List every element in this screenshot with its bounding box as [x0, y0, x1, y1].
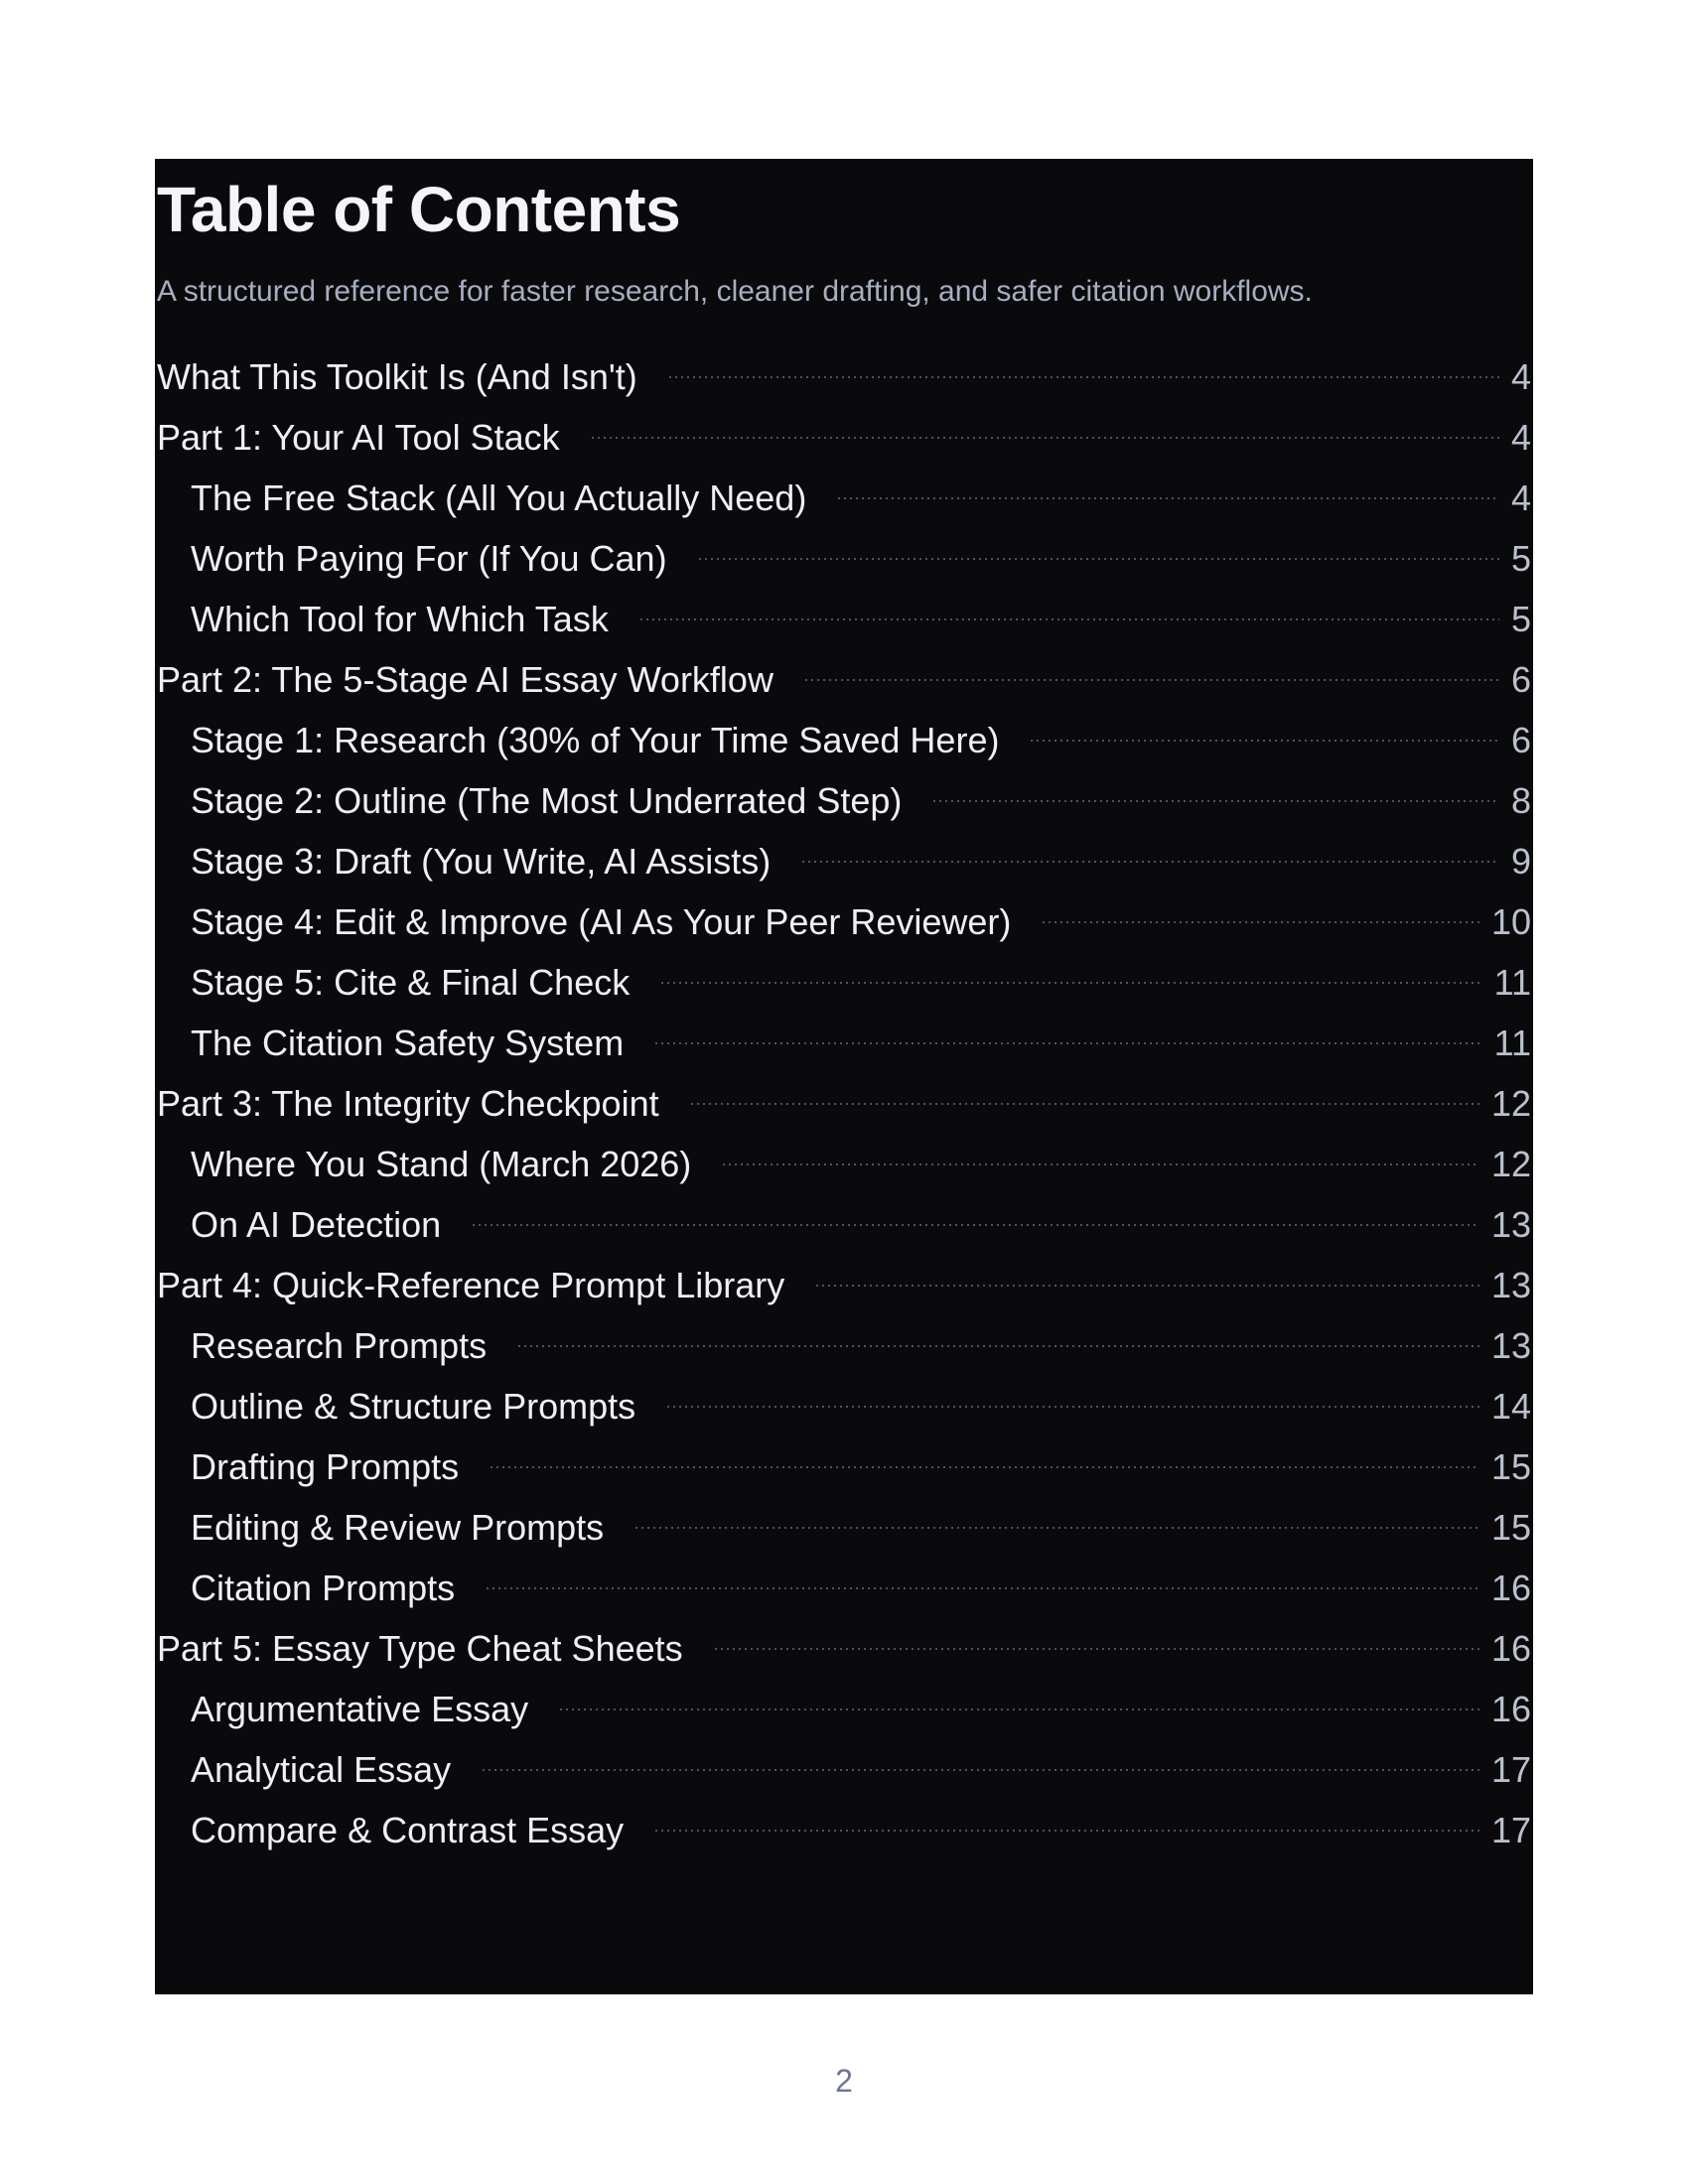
dotted-leader	[838, 497, 1499, 499]
toc-entry-label: Stage 5: Cite & Final Check	[191, 962, 631, 1003]
toc-entry[interactable]	[157, 1569, 1531, 1608]
toc-entry-page-number: 16	[1490, 1568, 1531, 1608]
toc-entry[interactable]	[157, 478, 1531, 518]
page-subtitle: A structured reference for faster research, cleaner drafting, and safer citation workflows.	[157, 275, 1313, 308]
toc-entry-page-number: 12	[1490, 1144, 1531, 1184]
toc-entry-label: The Free Stack (All You Actually Need)	[191, 478, 807, 518]
toc-entry-page-number: 5	[1510, 599, 1531, 639]
toc-entry-page-number: 16	[1490, 1628, 1531, 1669]
dotted-leader	[518, 1345, 1479, 1347]
dotted-leader	[491, 1466, 1479, 1468]
toc-entry-page-number: 13	[1490, 1204, 1531, 1245]
dotted-leader	[802, 861, 1499, 863]
toc-entry[interactable]	[157, 781, 1531, 821]
toc-entry-page-number: 4	[1510, 417, 1531, 458]
toc-entry-label: Which Tool for Which Task	[191, 599, 609, 639]
toc-entry-page-number: 15	[1490, 1507, 1531, 1548]
toc-entry-label: Stage 2: Outline (The Most Underrated Step)	[191, 780, 903, 821]
dotted-leader	[691, 1103, 1479, 1105]
toc-entry-label: Stage 3: Draft (You Write, AI Assists)	[191, 841, 772, 882]
toc-entry-page-number: 16	[1490, 1689, 1531, 1729]
toc-entry-page-number: 11	[1493, 1023, 1531, 1063]
toc-entry-page-number: 14	[1490, 1386, 1531, 1427]
toc-entry[interactable]	[157, 1690, 1531, 1729]
toc-entry-label: Citation Prompts	[191, 1568, 456, 1608]
toc-entry-page-number: 15	[1490, 1446, 1531, 1487]
toc-entry-label: Part 4: Quick-Reference Prompt Library	[157, 1265, 785, 1305]
dotted-leader	[483, 1769, 1479, 1771]
dotted-leader	[640, 618, 1499, 620]
toc-entry[interactable]	[157, 902, 1531, 942]
toc-entry[interactable]	[157, 1508, 1531, 1548]
toc-entry-page-number: 17	[1490, 1749, 1531, 1790]
toc-entry-page-number: 13	[1490, 1325, 1531, 1366]
toc-entry-label: Drafting Prompts	[191, 1446, 460, 1487]
toc-entry-label: What This Toolkit Is (And Isn't)	[157, 356, 637, 397]
toc-entry-label: Where You Stand (March 2026)	[191, 1144, 692, 1184]
toc-entry-page-number: 10	[1490, 901, 1531, 942]
toc-entry-label: Part 5: Essay Type Cheat Sheets	[157, 1628, 683, 1669]
dotted-leader	[473, 1224, 1479, 1226]
toc-entry-page-number: 12	[1490, 1083, 1531, 1124]
toc-entry[interactable]	[157, 1084, 1531, 1124]
dotted-leader	[592, 437, 1499, 439]
toc-entry[interactable]	[157, 660, 1531, 700]
toc-list	[157, 357, 1531, 1850]
dotted-leader	[723, 1163, 1479, 1165]
toc-entry[interactable]	[157, 357, 1531, 397]
dotted-leader	[699, 558, 1499, 560]
toc-entry-page-number: 8	[1510, 780, 1531, 821]
toc-entry-page-number: 4	[1510, 478, 1531, 518]
dotted-leader	[661, 982, 1481, 984]
toc-entry-label: Argumentative Essay	[191, 1689, 529, 1729]
toc-entry-label: Part 3: The Integrity Checkpoint	[157, 1083, 659, 1124]
dotted-leader	[1043, 921, 1479, 923]
toc-entry-label: Part 2: The 5-Stage AI Essay Workflow	[157, 659, 774, 700]
toc-entry-page-number: 17	[1490, 1810, 1531, 1850]
toc-entry-page-number: 11	[1493, 962, 1531, 1003]
toc-entry-label: Worth Paying For (If You Can)	[191, 538, 667, 579]
toc-entry-page-number: 6	[1510, 720, 1531, 760]
toc-entry-label: Editing & Review Prompts	[191, 1507, 605, 1548]
toc-entry[interactable]	[157, 1811, 1531, 1850]
dotted-leader	[1031, 740, 1499, 742]
toc-panel	[155, 159, 1533, 1994]
toc-entry-label: Part 1: Your AI Tool Stack	[157, 417, 560, 458]
page-title: Table of Contents	[157, 174, 681, 245]
toc-entry-label: Outline & Structure Prompts	[191, 1386, 636, 1427]
dotted-leader	[933, 800, 1499, 802]
toc-entry[interactable]	[157, 1387, 1531, 1427]
toc-entry-label: The Citation Safety System	[191, 1023, 625, 1063]
footer-page-number: 2	[835, 2063, 853, 2099]
toc-entry-page-number: 5	[1510, 538, 1531, 579]
toc-entry[interactable]	[157, 1266, 1531, 1305]
toc-entry[interactable]	[157, 1629, 1531, 1669]
toc-entry[interactable]	[157, 1326, 1531, 1366]
toc-entry[interactable]	[157, 1205, 1531, 1245]
toc-entry-label: Stage 1: Research (30% of Your Time Saved Here)	[191, 720, 1000, 760]
toc-entry-page-number: 9	[1510, 841, 1531, 882]
toc-entry[interactable]	[157, 539, 1531, 579]
toc-entry-label: Research Prompts	[191, 1325, 488, 1366]
toc-entry-page-number: 6	[1510, 659, 1531, 700]
dotted-leader	[669, 376, 1499, 378]
toc-entry[interactable]	[157, 600, 1531, 639]
toc-entry-label: Compare & Contrast Essay	[191, 1810, 625, 1850]
toc-entry-label: On AI Detection	[191, 1204, 442, 1245]
dotted-leader	[655, 1830, 1479, 1832]
toc-entry[interactable]	[157, 1024, 1531, 1063]
toc-entry-label: Stage 4: Edit & Improve (AI As Your Peer Reviewer)	[191, 901, 1012, 942]
toc-entry-page-number: 4	[1510, 356, 1531, 397]
toc-entry[interactable]	[157, 1145, 1531, 1184]
dotted-leader	[487, 1587, 1479, 1589]
toc-entry-label: Analytical Essay	[191, 1749, 452, 1790]
dotted-leader	[667, 1406, 1479, 1408]
toc-entry[interactable]	[157, 721, 1531, 760]
dotted-leader	[635, 1527, 1479, 1529]
toc-entry[interactable]	[157, 963, 1531, 1003]
dotted-leader	[560, 1708, 1479, 1710]
toc-entry[interactable]	[157, 1750, 1531, 1790]
dotted-leader	[715, 1648, 1479, 1650]
dotted-leader	[655, 1042, 1481, 1044]
toc-entry[interactable]	[157, 842, 1531, 882]
toc-entry-page-number: 13	[1490, 1265, 1531, 1305]
dotted-leader	[816, 1285, 1479, 1287]
toc-entry[interactable]	[157, 1447, 1531, 1487]
dotted-leader	[805, 679, 1499, 681]
toc-entry[interactable]	[157, 418, 1531, 458]
